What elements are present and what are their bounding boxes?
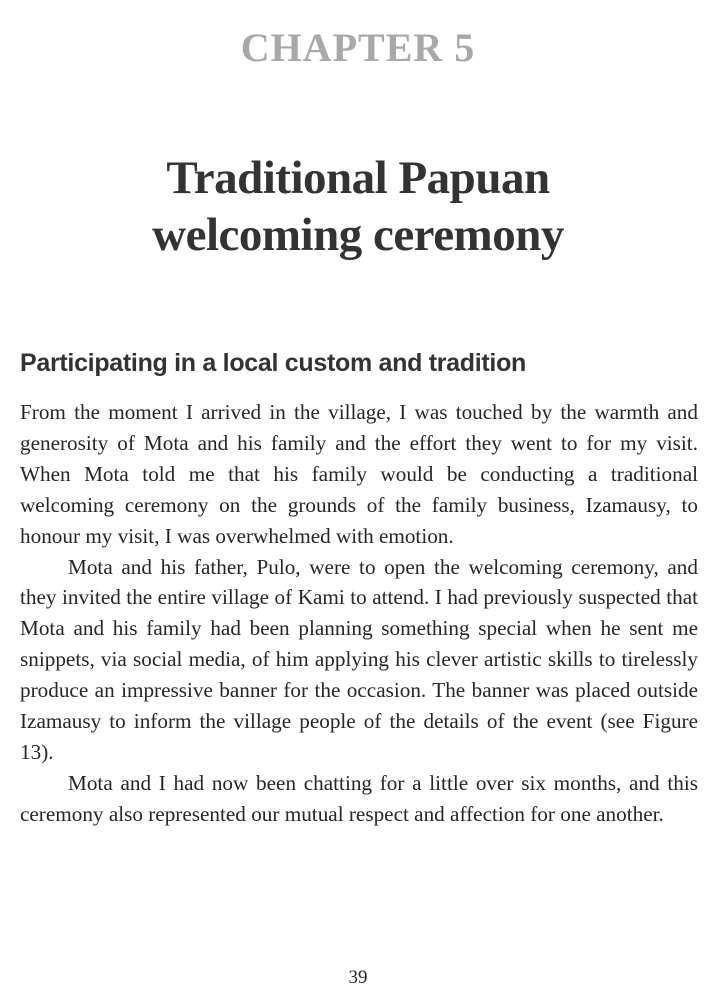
- paragraph-2: Mota and his father, Pulo, were to open the welcoming ceremony, and they invited the entire village of Kami to attend. I had previously suspected that Mota and his family had been planning something special when he sent me snippets, via social media, of him applying his clever artistic skills to tirelessly produce an impressive banner for the occasion. The banner was placed outside Izamausy to inform the village people of the details of the event (see Figure 13).: [20, 554, 698, 764]
- section-heading: Participating in a local custom and tradition: [20, 349, 527, 377]
- body-text: [20, 397, 698, 830]
- paragraph-1: From the moment I arrived in the village, I was touched by the warmth and generosity of Mota and his family and the effort they went to for my visit. When Mota told me that his family would be conducting a traditional welcoming ceremony on the grounds of the family business, Izamausy, to honour my visit, I was overwhelmed with emotion.: [20, 400, 698, 548]
- chapter-title: [0, 150, 716, 264]
- chapter-title-line-1: Traditional Papuan: [166, 152, 550, 204]
- chapter-title-line-2: welcoming ceremony: [152, 209, 564, 261]
- page-number: 39: [348, 967, 368, 988]
- paragraph-3: Mota and I had now been chatting for a little over six months, and this ceremony also represented our mutual respect and affection for one another.: [20, 770, 698, 826]
- chapter-label: CHAPTER 5: [240, 25, 476, 70]
